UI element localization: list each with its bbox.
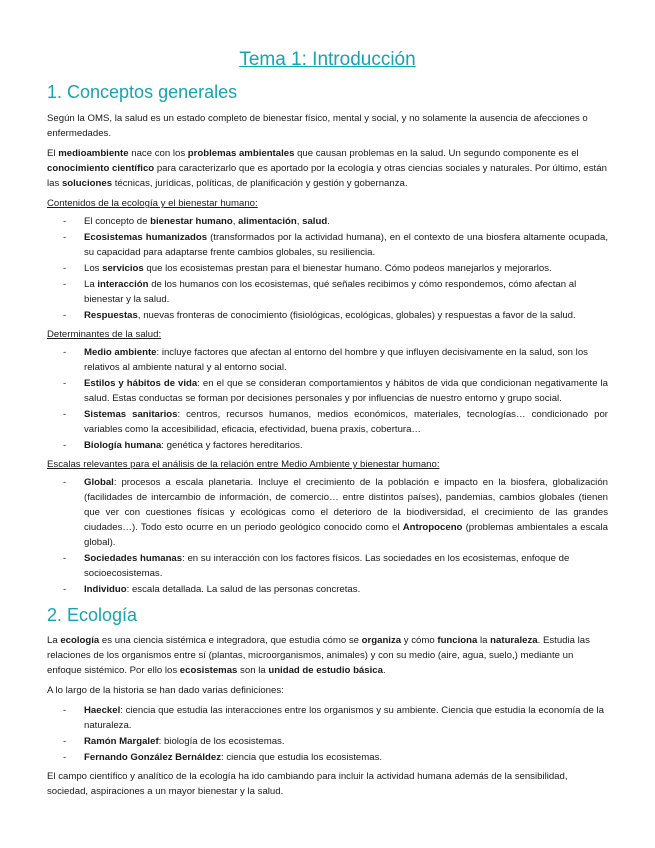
list-item: - Ecosistemas humanizados (transformados por la actividad humana), en el contexto de una biosfera altamente ocupada, su capacidad para adaptarse frente cambios globales, su resiliencia. [63,232,608,258]
bullet-dash: - [63,736,67,747]
bullet-dash: - [63,279,67,290]
list-item: - Sociedades humanas: en su interacción con los factores físicos. Las sociedades en los ecosistemas, enfoque de socioecosistemas. [63,553,570,579]
list-item: - Fernando González Bernáldez: ciencia que estudia los ecosistemas. [63,752,383,763]
bullet-dash: - [63,216,67,227]
bullet-dash: - [63,440,67,451]
bullet-dash: - [63,477,67,488]
list-item: - Individuo: escala detallada. La salud de las personas concretas. [63,584,361,595]
bullet-dash: - [63,232,67,243]
bullet-dash: - [63,409,67,420]
list-definiciones [47,703,608,765]
list-item: - Los servicios que los ecosistemas prestan para el bienestar humano. Cómo podeos manejarlos y mejorarlos. [63,263,552,274]
list-item: - La interacción de los humanos con los ecosistemas, qué señales recibimos y cómo respondemos, cómo afectan al bienestar y la salud. [63,279,577,305]
paragraph-definiciones-intro: A lo largo de la historia se han dado varias definiciones: [47,685,284,696]
bullet-dash: - [63,347,67,358]
list-item: - Medio ambiente: incluye factores que afectan al entorno del hombre y que influyen decisivamente en la salud, son los relativos al ambiente natural y al entorno social. [63,347,588,373]
list-item: - Ramón Margalef: biología de los ecosistemas. [63,736,285,747]
paragraph-oms: Según la OMS, la salud es un estado completo de bienestar físico, mental y social, y no solamente la ausencia de afecciones o enfermedades. [47,113,588,139]
list-contenidos [47,214,608,323]
section-heading-ecologia: 2. Ecología [47,605,138,625]
list-item: - Biología humana: genética y factores hereditarios. [63,440,303,451]
section-heading-conceptos: 1. Conceptos generales [47,82,238,102]
subheading-determinantes: Determinantes de la salud: [47,329,162,340]
bullet-dash: - [63,263,67,274]
page-title: Tema 1: Introducción [239,49,416,70]
bullet-dash: - [63,553,67,564]
bullet-dash: - [63,584,67,595]
list-item: - El concepto de bienestar humano, alimentación, salud. [63,216,330,227]
bullet-dash: - [63,378,67,389]
list-item: - Sistemas sanitarios: centros, recursos humanos, medios económicos, materiales, tecnologías… condicionado por variables como la accesibilidad, eficacia, efectividad, buena praxis, cobertura… [63,409,608,435]
list-item: - Estilos y hábitos de vida: en el que se consideran comportamientos y hábitos de vida que condicionan negativamente la salud. Estas conductas se forman por decisiones personales y por influencias de nuestro entorno y grupo social. [63,378,608,404]
list-item: - Haeckel: ciencia que estudia las interacciones entre los organismos y su ambiente. Ciencia que estudia la economía de la naturaleza. [63,705,604,731]
paragraph-ecologia: La ecología es una ciencia sistémica e integradora, que estudia cómo se organiza y cómo funciona la naturaleza. Estudia las relaciones de los organismos entre sí (plantas, microorganismos, animales) y con su medio (aire, agua, suelo,) mediante un enfoque sistémico. Por ello los ecosistemas son la unidad de estudio básica. [47,635,590,676]
bullet-dash: - [63,705,67,716]
bullet-dash: - [63,752,67,763]
list-item: - Global: procesos a escala planetaria. Incluye el crecimiento de la población e impacto en la biosfera, globalización (facilidades de intercambio de información, de comercio… entre distintos países), pandemias, cambios globales (tienen que ver con cuestiones físicas y ecológicas como el deterioro de la biodiversidad, el crecimiento de las grandes ciudades…). Todo esto ocurre en un periodo geológico conocido como el Antropoceno (problemas ambientales a escala global). [63,477,608,548]
subheading-contenidos: Contenidos de la ecología y el bienestar humano: [47,198,258,209]
list-item: - Respuestas, nuevas fronteras de conocimiento (fisiológicas, ecológicas, globales) y respuestas a favor de la salud. [63,310,576,321]
subheading-escalas: Escalas relevantes para el análisis de la relación entre Medio Ambiente y bienestar humano: [47,459,440,470]
list-determinantes [47,345,608,453]
bullet-dash: - [63,310,67,321]
list-escalas [47,475,608,597]
paragraph-campo-cientifico: El campo científico y analítico de la ecología ha ido cambiando para incluir la actividad humana además de la sensibilidad, sociedad, aspiraciones a un mayor bienestar y la salud. [47,771,568,797]
paragraph-medioambiente: El medioambiente nace con los problemas ambientales que causan problemas en la salud. Un segundo componente es el conocimiento científico para caracterizarlo que es aportado por la ecología y otras ciencias sociales y naturales. Por último, están las soluciones técnicas, jurídicas, políticas, de planificación y gestión y gobernanza. [47,148,607,189]
